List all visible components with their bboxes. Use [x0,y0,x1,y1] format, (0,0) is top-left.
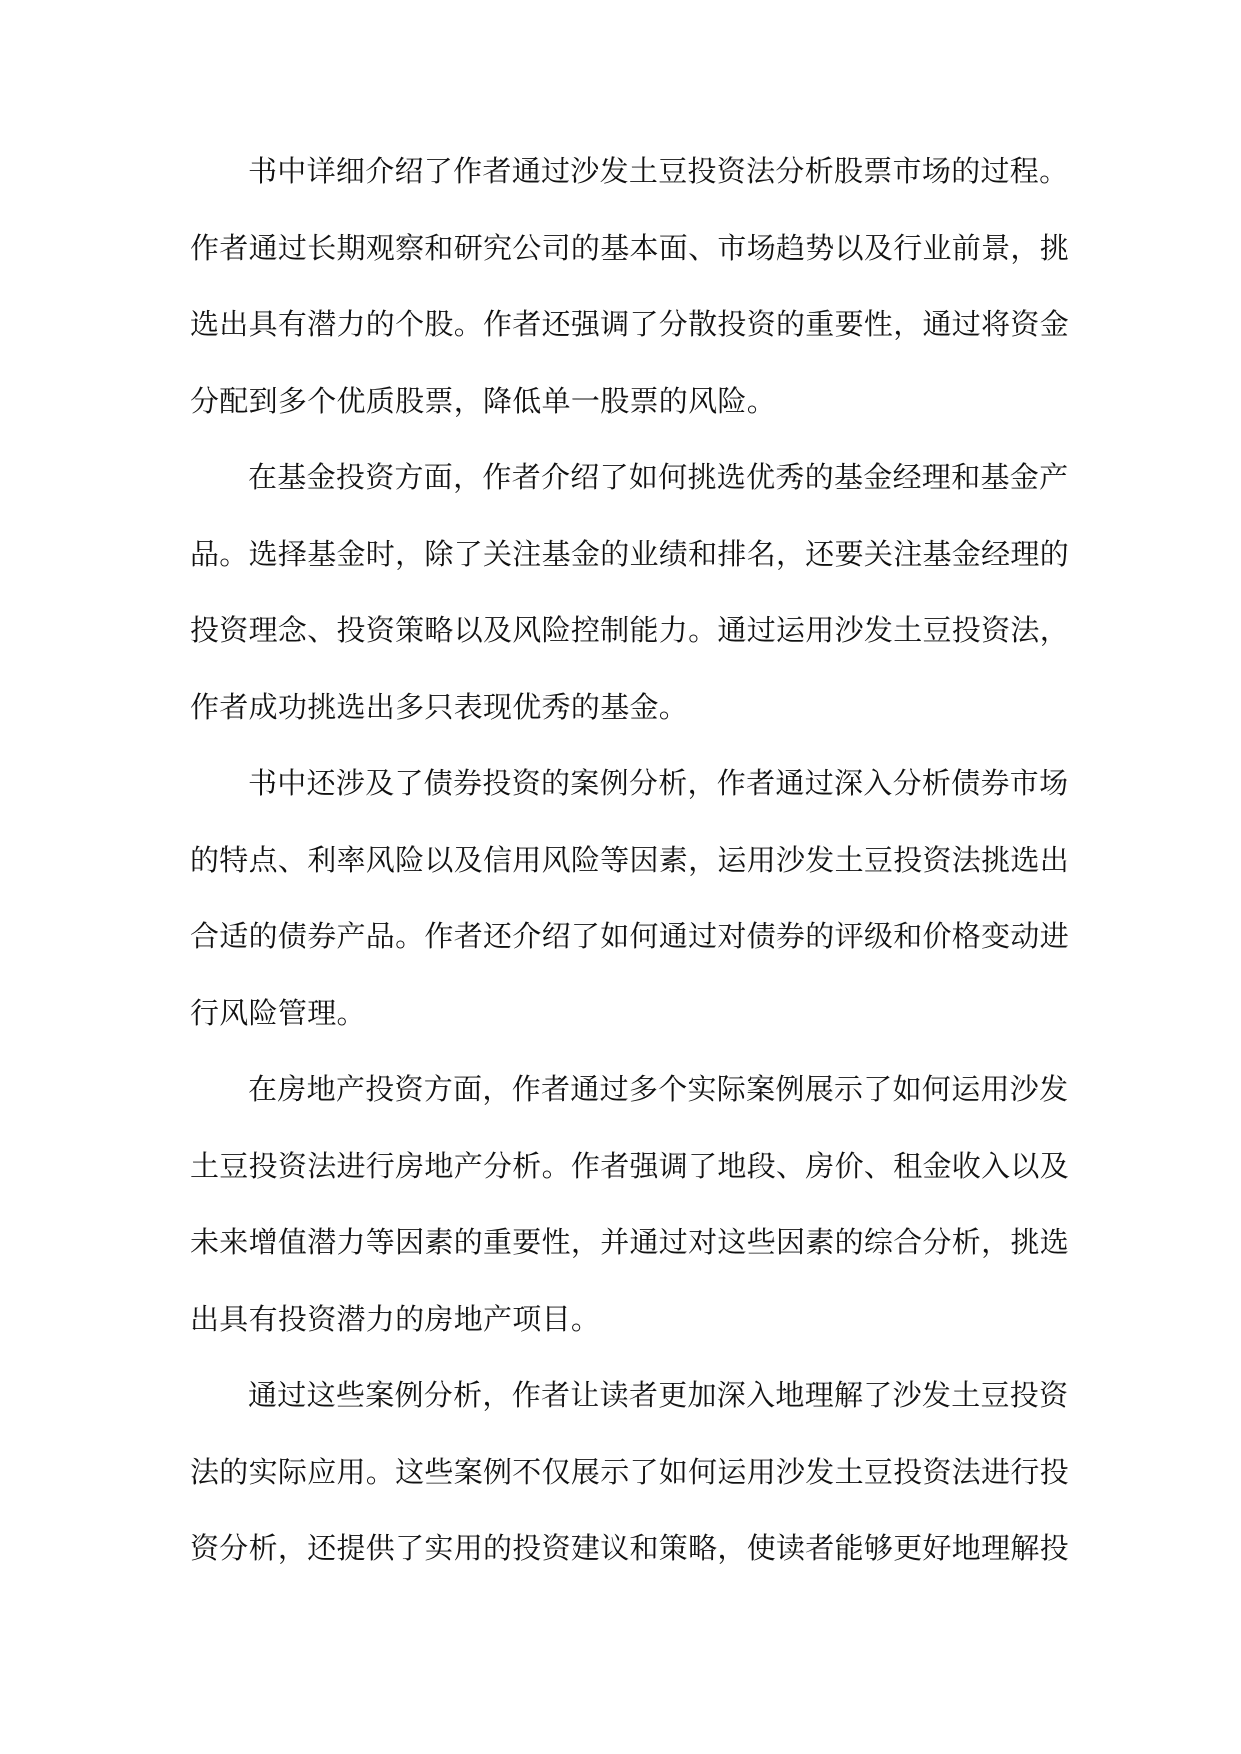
text-line: 选出具有潜力的个股。作者还强调了分散投资的重要性，通过将资金 [190,307,1070,341]
text-line: 作者成功挑选出多只表现优秀的基金。 [190,689,689,724]
text-line: 出具有投资潜力的房地产项目。 [190,1301,601,1336]
text-line: 的特点、利率风险以及信用风险等因素，运用沙发土豆投资法挑选出 [190,842,1070,877]
text-line: 未来增值潜力等因素的重要性，并通过对这些因素的综合分析，挑选 [190,1225,1070,1259]
paragraph-first-line: 书中详细介绍了作者通过沙发土豆投资法分析股票市场的过程。 [248,154,1069,188]
text-line: 土豆投资法进行房地产分析。作者强调了地段、房价、租金收入以及 [190,1148,1070,1183]
paragraph-first-line: 通过这些案例分析，作者让读者更加深入地理解了沙发土豆投资 [248,1378,1069,1412]
text-line: 分配到多个优质股票，降低单一股票的风险。 [190,383,777,418]
text-line: 品。选择基金时，除了关注基金的业绩和排名，还要关注基金经理的 [190,536,1070,571]
body-text [190,140,1070,1594]
text-line: 作者通过长期观察和研究公司的基本面、市场趋势以及行业前景，挑 [190,230,1070,265]
text-line: 法的实际应用。这些案例不仅展示了如何运用沙发土豆投资法进行投 [190,1454,1070,1489]
text-line: 行风险管理。 [190,995,366,1030]
text-line: 投资理念、投资策略以及风险控制能力。通过运用沙发土豆投资法， [190,613,1070,647]
text-line: 资分析，还提供了实用的投资建议和策略，使读者能够更好地理解投 [190,1531,1070,1565]
paragraph-first-line: 在基金投资方面，作者介绍了如何挑选优秀的基金经理和基金产 [248,460,1069,494]
paragraph-first-line: 书中还涉及了债券投资的案例分析，作者通过深入分析债券市场 [248,766,1069,800]
text-line: 合适的债券产品。作者还介绍了如何通过对债券的评级和价格变动进 [190,919,1070,953]
paragraph-first-line: 在房地产投资方面，作者通过多个实际案例展示了如何运用沙发 [248,1072,1069,1106]
